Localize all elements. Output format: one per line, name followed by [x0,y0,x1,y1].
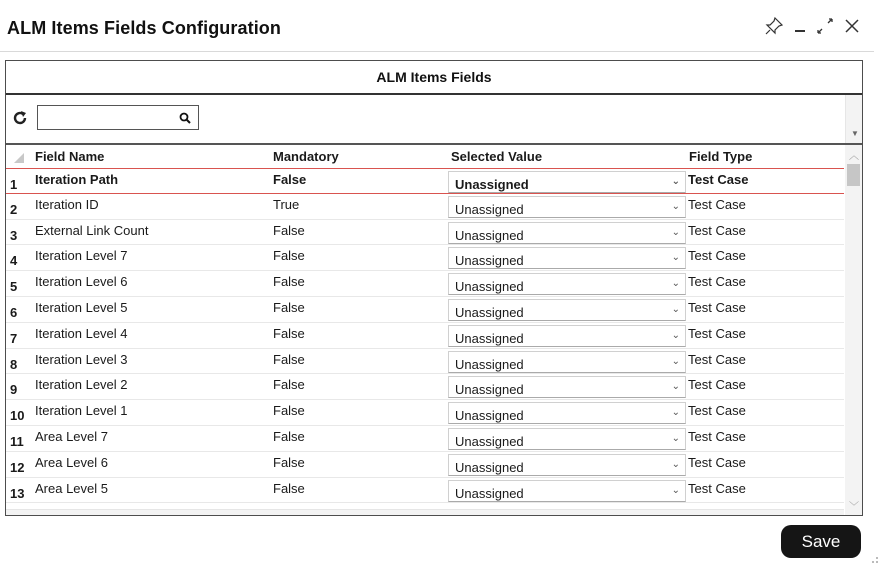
selected-value-text: Unassigned [455,356,524,372]
mandatory-cell: False [273,428,305,444]
field-name-cell: Iteration Level 3 [35,351,128,367]
chevron-down-icon: ⌄ [671,381,680,393]
mandatory-cell: False [273,325,305,341]
table-row[interactable] [6,374,844,400]
grid-header [6,145,844,168]
table-row[interactable] [6,245,844,271]
row-number: 8 [10,356,18,372]
selected-value-text: Unassigned [455,330,524,346]
column-header-mandatory[interactable]: Mandatory [273,149,339,164]
grid-toolbar [6,95,862,145]
chevron-down-icon: ⌄ [671,458,680,470]
row-number: 12 [10,459,25,475]
field-type-cell: Test Case [688,196,746,212]
mandatory-cell: False [273,480,305,496]
table-row[interactable] [6,323,844,349]
selected-value-text: Unassigned [455,459,524,475]
selected-value-text: Unassigned [455,304,524,320]
field-type-cell: Test Case [688,274,746,290]
selected-value-text: Unassigned [455,408,524,424]
table-row[interactable] [6,220,844,246]
row-number: 7 [10,330,18,346]
close-icon[interactable] [844,16,860,36]
field-type-cell: Test Case [688,299,746,315]
selected-value-dropdown[interactable] [448,247,686,269]
row-number: 5 [10,279,18,295]
field-name-cell: Area Level 5 [35,480,108,496]
table-row[interactable] [6,400,844,426]
table-row[interactable] [6,426,844,452]
field-type-cell: Test Case [688,325,746,341]
table-row[interactable] [6,271,844,297]
field-name-cell: Iteration Level 5 [35,299,128,315]
chevron-down-icon: ⌄ [671,407,680,419]
selected-value-dropdown[interactable] [448,222,686,244]
selected-value-dropdown[interactable] [448,351,686,373]
field-type-cell: Test Case [688,351,746,367]
table-row[interactable] [6,297,844,323]
selected-value-text: Unassigned [455,227,524,243]
column-header-selected-value[interactable]: Selected Value [451,149,543,164]
field-name-cell: Iteration Level 2 [35,377,128,393]
table-row[interactable] [6,478,844,504]
field-name-cell: Area Level 7 [35,428,108,444]
mandatory-cell: True [273,196,300,212]
row-number: 2 [10,201,18,217]
horizontal-scrollbar[interactable] [6,509,844,515]
mandatory-cell: False [273,299,305,315]
row-number: 6 [10,304,18,320]
row-number: 9 [10,382,18,398]
chevron-down-icon: ⌄ [671,484,680,496]
selected-value-text: Unassigned [455,382,524,398]
field-type-cell: Test Case [688,377,746,393]
selected-value-dropdown[interactable] [448,196,686,218]
save-button[interactable]: Save [781,525,861,558]
field-type-cell: Test Case [688,403,746,419]
chevron-up-icon[interactable]: ︿ [849,151,859,162]
column-header-field-name[interactable]: Field Name [35,149,105,164]
field-name-cell: Area Level 6 [35,454,108,470]
selected-value-dropdown[interactable] [448,325,686,347]
selected-value-dropdown[interactable] [448,454,686,476]
toolbar-scroll[interactable] [845,95,862,143]
field-name-cell: External Link Count [35,222,149,238]
selected-value-text: Unassigned [455,485,524,501]
row-number: 11 [10,433,24,449]
chevron-down-icon: ⌄ [671,176,680,187]
row-number: 3 [10,227,18,243]
mandatory-cell: False [273,454,305,470]
field-name-cell: Iteration ID [35,196,99,212]
field-name-cell: Iteration Level 7 [35,248,128,264]
field-name-cell: Iteration Level 4 [35,325,128,341]
mandatory-cell: False [273,222,305,238]
selected-value-dropdown[interactable] [448,428,686,450]
row-number: 4 [10,253,18,269]
row-number: 13 [10,485,25,501]
selected-value-dropdown[interactable] [448,402,686,424]
scrollbar-thumb[interactable] [847,164,860,186]
field-type-cell: Test Case [688,480,746,496]
title-bar [0,0,874,52]
chevron-down-icon: ⌄ [671,200,680,212]
mandatory-cell: False [273,274,305,290]
field-name-cell: Iteration Level 6 [35,274,128,290]
selected-value-text: Unassigned [455,279,524,295]
selected-value-dropdown[interactable] [448,273,686,295]
mandatory-cell: False [273,248,305,264]
field-type-cell: Test Case [688,428,746,444]
field-name-cell: Iteration Level 1 [35,403,128,419]
field-name-cell: Iteration Path [35,172,119,187]
search-field[interactable] [37,105,199,130]
selected-value-text: Unassigned [455,433,524,449]
row-number: 1 [10,177,18,192]
selected-value-text: Unassigned [455,253,524,269]
chevron-down-icon: ⌄ [671,432,680,444]
mandatory-cell: False [273,377,305,393]
selected-value-dropdown[interactable] [448,480,686,502]
search-input[interactable] [42,106,177,128]
chevron-down-icon[interactable]: ﹀ [849,502,859,513]
table-row[interactable] [6,452,844,478]
row-number: 10 [10,408,25,424]
chevron-down-icon: ⌄ [671,303,680,315]
vertical-scrollbar[interactable] [845,145,862,515]
select-all-corner[interactable] [14,153,24,163]
selected-value-text: Unassigned [455,177,529,192]
table-row[interactable] [6,168,844,194]
mandatory-cell: False [273,172,307,187]
expand-icon[interactable] [816,16,834,36]
fields-grid [6,145,862,515]
column-header-field-type[interactable]: Field Type [689,149,753,164]
grid-body [6,168,844,503]
table-row[interactable] [6,349,844,375]
minimize-icon[interactable] [794,16,806,36]
panel-title: ALM Items Fields [6,61,862,95]
field-type-cell: Test Case [688,222,746,238]
chevron-down-icon: ⌄ [671,278,680,290]
table-row[interactable] [6,194,844,220]
chevron-down-icon: ⌄ [671,329,680,341]
chevron-down-icon: ⌄ [671,355,680,367]
selected-value-dropdown[interactable] [448,299,686,321]
chevron-down-icon: ⌄ [671,226,680,238]
chevron-down-icon: ▼ [851,129,859,138]
resize-grip[interactable] [872,557,878,563]
selected-value-text: Unassigned [455,201,524,217]
selected-value-dropdown[interactable] [448,171,686,193]
search-icon[interactable] [179,111,191,129]
mandatory-cell: False [273,351,305,367]
field-type-cell: Test Case [688,172,749,187]
field-type-cell: Test Case [688,248,746,264]
field-type-cell: Test Case [688,454,746,470]
window-title: ALM Items Fields Configuration [7,18,282,38]
refresh-icon[interactable] [12,110,28,126]
selected-value-dropdown[interactable] [448,376,686,398]
fields-panel [5,60,863,516]
window-controls [764,16,860,36]
chevron-down-icon: ⌄ [671,252,680,264]
pin-icon[interactable] [764,16,784,36]
mandatory-cell: False [273,403,305,419]
